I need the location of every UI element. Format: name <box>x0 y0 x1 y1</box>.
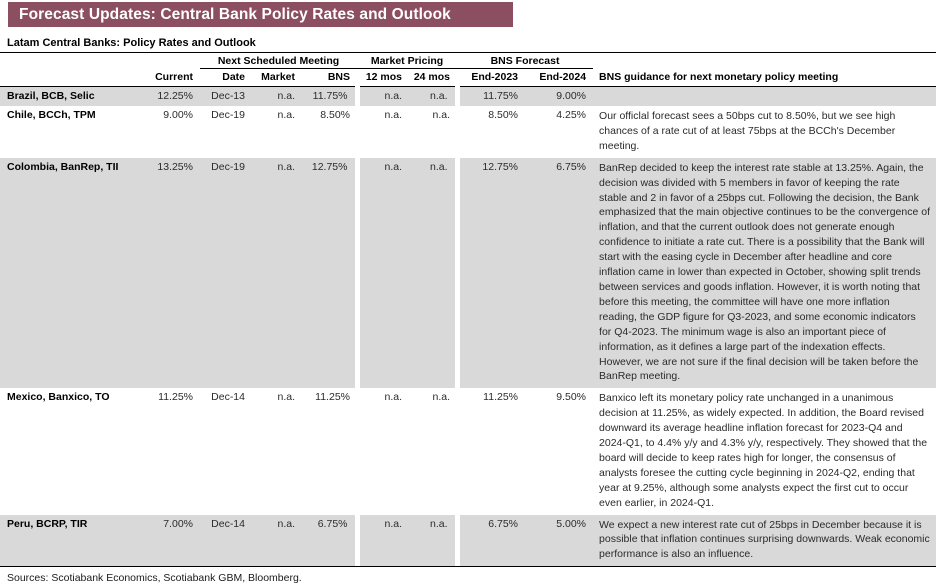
row-current: 12.25% <box>140 87 200 107</box>
title-banner <box>8 2 513 27</box>
row-bank-name: Peru, BCRP, TIR <box>0 515 140 567</box>
report-sheet <box>0 33 936 584</box>
group-header-market-pricing: Market Pricing <box>357 53 457 69</box>
row-mp-24mos: n.a. <box>409 87 457 107</box>
row-end-2024: 6.75% <box>525 158 593 389</box>
column-header-row <box>0 69 936 87</box>
row-end-2023: 11.25% <box>483 391 519 404</box>
row-current: 9.00% <box>163 109 193 121</box>
row-end-2024: 4.25% <box>556 109 587 121</box>
row-end-2023: 6.75% <box>457 515 525 567</box>
sources-note: Sources: Scotiabank Economics, Scotiabank GBM, Bloomberg. <box>7 572 302 584</box>
row-bns: 11.75% <box>302 87 357 107</box>
table-row <box>0 106 936 158</box>
table-subtitle: Latam Central Banks: Policy Rates and Outlook <box>0 33 936 53</box>
col-header-end-2023: End-2023 <box>471 71 519 83</box>
row-market: n.a. <box>277 391 295 404</box>
row-guidance: We expect a new interest rate cut of 25bps in December because it is possible that inflation continues surprising downwards. Weak economic performance is also an influence. <box>593 515 936 567</box>
row-bank-name: Chile, BCCh, TPM <box>7 109 96 121</box>
group-header-blank <box>0 53 200 69</box>
row-mp-24mos: n.a. <box>409 158 457 389</box>
row-current: 7.00% <box>140 515 200 567</box>
row-market: n.a. <box>277 109 295 121</box>
row-end-2024: 5.00% <box>525 515 593 567</box>
row-date: Dec-13 <box>200 87 252 107</box>
col-header-bank <box>0 69 140 87</box>
group-header-next-scheduled-meeting: Next Scheduled Meeting <box>200 53 357 69</box>
row-bns: 6.75% <box>302 515 357 567</box>
row-market: n.a. <box>252 158 302 389</box>
row-mp-12mos: n.a. <box>384 391 402 404</box>
col-header-12-mos: 12 mos <box>365 71 402 83</box>
row-mp-12mos: n.a. <box>357 515 409 567</box>
row-date: Dec-14 <box>200 515 252 567</box>
row-guidance: Our officlal forecast sees a 50bps cut to 8.50%, but we see high chances of a rate cut of at least 75bps at the BCCh's December meeting. <box>599 110 896 152</box>
row-end-2024: 9.00% <box>525 87 593 107</box>
row-bns: 8.50% <box>320 109 350 121</box>
row-guidance <box>593 87 936 107</box>
row-guidance: BanRep decided to keep the interest rate stable at 13.25%. Again, the decision was divided with 5 members in favor of keeping the rate stable and 2 in favor of a 25bps cut. Following the decision, the Bank emphasized that the main objective continues to be the convergence of inflation, and that the current outlook does not generate enough confidence to initiate a rate cut. There is a possibility that the Bank will start with the easing cycle in December after headline and core inflation came in lower than expected in October, showing split trends between services and goods inflation. However, it is worth noting that before this meeting, the committee will have one more inflation reading, the GDP figure for Q3-2023, and some economic indicators for Q4-2023. The minimum wage is also an important piece of information, as it defines a large part of the indexation effects. However, we are not sure if the final decision will be taken before the BanRep meeting. <box>593 158 936 389</box>
row-market: n.a. <box>252 515 302 567</box>
col-header-market: Market <box>261 71 295 83</box>
col-header-date: Date <box>222 71 245 83</box>
table-row <box>0 158 936 389</box>
table-body <box>0 87 936 567</box>
row-mp-12mos: n.a. <box>357 158 409 389</box>
group-header-blank-right <box>593 53 936 69</box>
col-header-bns: BNS <box>327 71 350 83</box>
row-date: Dec-14 <box>211 391 245 404</box>
col-header-current: Current <box>155 70 193 83</box>
row-end-2024: 9.50% <box>556 391 587 404</box>
row-end-2023: 12.75% <box>457 158 525 389</box>
row-bns: 12.75% <box>302 158 357 389</box>
row-mp-24mos: n.a. <box>432 109 451 121</box>
row-current: 11.25% <box>158 391 193 404</box>
row-market: n.a. <box>252 87 302 107</box>
row-bank-name: Brazil, BCB, Selic <box>0 87 140 107</box>
row-mp-24mos: n.a. <box>432 391 451 404</box>
row-mp-12mos: n.a. <box>357 87 409 107</box>
row-mp-12mos: n.a. <box>384 109 402 121</box>
row-end-2023: 8.50% <box>488 109 519 121</box>
row-bank-name: Mexico, Banxico, TO <box>7 391 110 404</box>
table-row <box>0 515 936 567</box>
row-date: Dec-19 <box>211 109 245 121</box>
group-header-bns-forecast: BNS Forecast <box>457 53 593 69</box>
row-mp-24mos: n.a. <box>409 515 457 567</box>
policy-rates-table <box>0 53 936 566</box>
col-header-guidance: BNS guidance for next monetary policy meeting <box>599 70 839 83</box>
row-date: Dec-19 <box>200 158 252 389</box>
row-guidance: Banxico left its monetary policy rate unchanged in a unanimous decision at 11.25%, as widely expected. In addition, the Board revised downward its average headline inflation forecast for 2023-Q4 and 2024-Q1, to 4.4% y/y and 4.3% y/y, respectively. They showed that the board will decide to keep rates high for longer, the consensus of analysts foresee the cutting cycle beginning in 2024-Q2, ending that year at 9.25%, although some analysts expect the first cut to occur even earlier, in 2024-Q1. <box>599 392 928 509</box>
page-title: Forecast Updates: Central Bank Policy Rates and Outlook <box>19 5 451 23</box>
row-end-2023: 11.75% <box>457 87 525 107</box>
row-bns: 11.25% <box>315 391 350 404</box>
table-row <box>0 87 936 107</box>
row-current: 13.25% <box>140 158 200 389</box>
row-bank-name: Colombia, BanRep, TII <box>0 158 140 389</box>
table-row <box>0 388 936 514</box>
col-header-end-2024: End-2024 <box>539 71 587 83</box>
group-header-row <box>0 53 936 69</box>
col-header-24-mos: 24 mos <box>413 71 451 83</box>
